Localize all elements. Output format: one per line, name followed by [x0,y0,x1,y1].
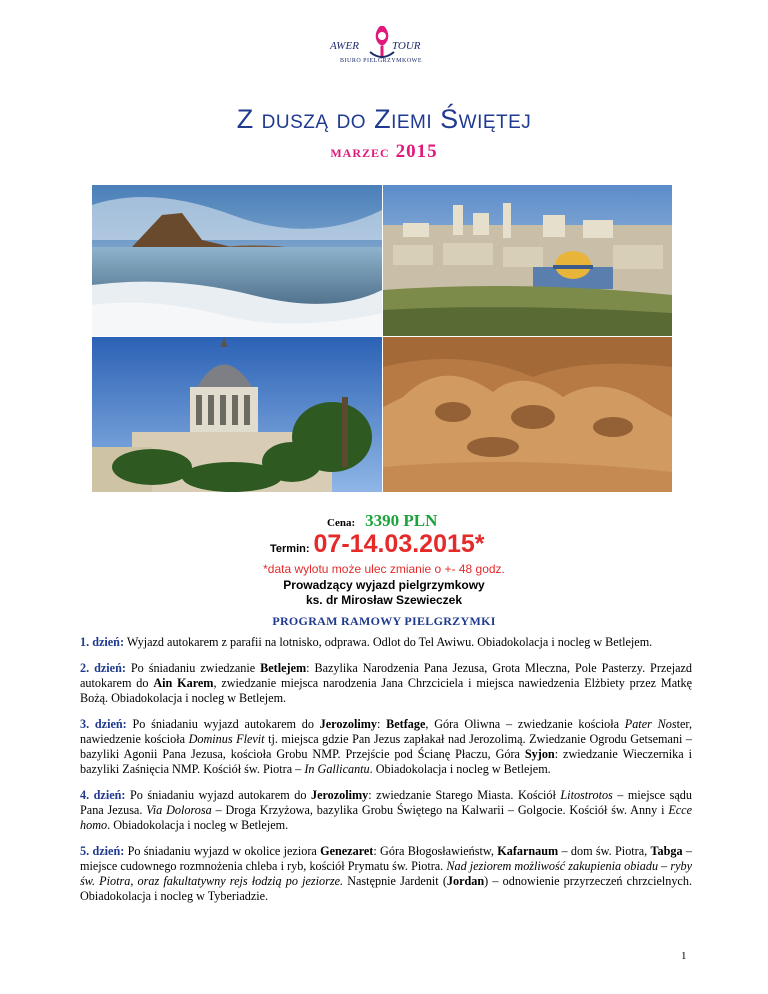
basilica-photo [92,337,382,492]
day-item [80,844,692,904]
day-item [80,661,692,706]
day-text: : zwiedzanie Wieczernika i bazyliki Zaśnięcia NMP. Kościół św. Piotra – [80,747,692,776]
price-value: 3390 PLN [365,511,438,530]
page-title: Z duszą do Ziemi Świętej [236,104,532,134]
day-text: Następnie Jardenit ( [343,874,447,888]
day-text: tj. miejsca gdzie Pan Jezus zapłakał nad Jerozolimą. Zwiedzanie Ogrodu Getsemani – bazyliki Agonii Pana Jezusa, kościoła Grobu NMP. Przejście pod Ścianę Płaczu, Góra [80,732,692,761]
church-name: Pater Nos [624,717,677,731]
day-text: – dom św. Piotra, [558,844,651,858]
dead-sea-photo [92,185,382,336]
day-label: 1. dzień: [80,635,125,649]
qumran-photo [383,337,672,492]
day-text: Wyjazd autokarem z parafii na lotnisko, odprawa. Odlot do Tel Awiwu. Obiadokolacja i nocleg w Betlejem. [126,635,653,649]
day-item [80,717,692,777]
day-label: 2. dzień: [80,661,126,675]
day-text: – miejsce sądu Pana Jezusa. [80,788,692,817]
day-label: 3. dzień: [80,717,127,731]
church-name: Via Dolorosa [146,803,212,817]
optional-note: Nad jeziorem możliwość zakupienia obiadu – ryby św. Piotra, oraz fakultatywny rejs łodzią po jeziorze. [80,859,692,888]
place-name: Syjon [524,747,555,761]
church-name: Dominus Flevit [188,732,265,746]
place-name: Jerozolimy [310,788,369,802]
jerusalem-photo [383,185,672,336]
trip-leader [0,578,768,608]
day-text: Po śniadaniu wyjazd w okolice jeziora [127,844,321,858]
day-text: Po śniadaniu zwiedzanie [130,661,261,675]
program-heading: PROGRAM RAMOWY PIELGRZYMKI [272,614,496,628]
day-text: ) – odnowienie przyrzeczeń chrzcielnych. Obiadokolacja i nocleg w Tyberiadzie. [80,874,692,903]
place-name: Betfage [386,717,426,731]
day-text: : [376,717,387,731]
place-name: Jordan [446,874,485,888]
day-text: , Góra Oliwna – zwiedzanie kościoła [425,717,625,731]
term-value: 07-14.03.2015* [313,530,485,558]
church-name: Ecce homo [80,803,693,832]
leader-line-2: ks. dr Mirosław Szewieczek [305,593,463,607]
program-days [80,635,692,915]
day-item [80,788,692,833]
church-name: Litostrotos [560,788,613,802]
photo-collage [92,185,672,492]
day-item [80,635,692,650]
day-label: 4. dzień: [80,788,126,802]
day-text: : Bazylika Narodzenia Pana Jezusa, Grota Mleczna, Pole Pasterzy. Przejazd autokarem do [80,661,693,690]
day-text: . Obiadokolacja i nocleg w Betlejem. [107,818,289,832]
place-name: Betlejem [260,661,307,675]
page-number: 1 [681,950,687,962]
price-line [327,511,437,531]
leader-line-1: Prowadzący wyjazd pielgrzymkowy [283,578,485,592]
day-text: . Obiadokolacja i nocleg w Betlejem. [369,762,551,776]
term-line [270,530,485,559]
day-text: – Droga Krzyżowa, bazylika Grobu Świętego na Kalwarii – Golgocie. Kościół św. Anny i [211,803,669,817]
logo-subtitle: BIURO PIELGRZYMKOWE [340,58,422,64]
logo-text-right: TOUR [392,40,421,52]
day-text: – miejsce cudownego rozmnożenia chleba i ryb, kościół Prymatu św. Piotra. [80,844,692,873]
place-name: Tabga [650,844,683,858]
departure-note: *data wylotu może ulec zmianie o +- 48 godz. [263,562,505,576]
place-name: Kafarnaum [497,844,559,858]
agency-logo [322,22,446,70]
place-name: Ain Karem [153,676,214,690]
term-label: Termin: [270,543,310,555]
day-text: Po śniadaniu wyjazd autokarem do [130,788,311,802]
day-text: Po śniadaniu wyjazd autokarem do [132,717,320,731]
place-name: Jerozolimy [319,717,377,731]
logo-text-left: AWER [330,40,359,52]
day-text: ter, nawiedzenie kościoła [80,717,692,746]
day-text: , zwiedzanie miejsca narodzenia Jana Chrzciciela i miejsca nawiedzenia Elżbiety przez Matkę Bożą. Obiadokolacja i nocleg w Betlejem. [80,676,692,705]
day-label: 5. dzień: [80,844,125,858]
subtitle-year: 2015 [395,141,438,162]
day-text: : Góra Błogosławieństw, [373,844,498,858]
place-name: Genezaret [320,844,374,858]
day-text: : zwiedzanie Starego Miasta. Kościół [368,788,561,802]
subtitle-month: marzec [330,142,390,161]
page-subtitle [0,141,768,163]
church-name: In Gallicantu [304,762,370,776]
price-label: Cena: [327,517,356,529]
